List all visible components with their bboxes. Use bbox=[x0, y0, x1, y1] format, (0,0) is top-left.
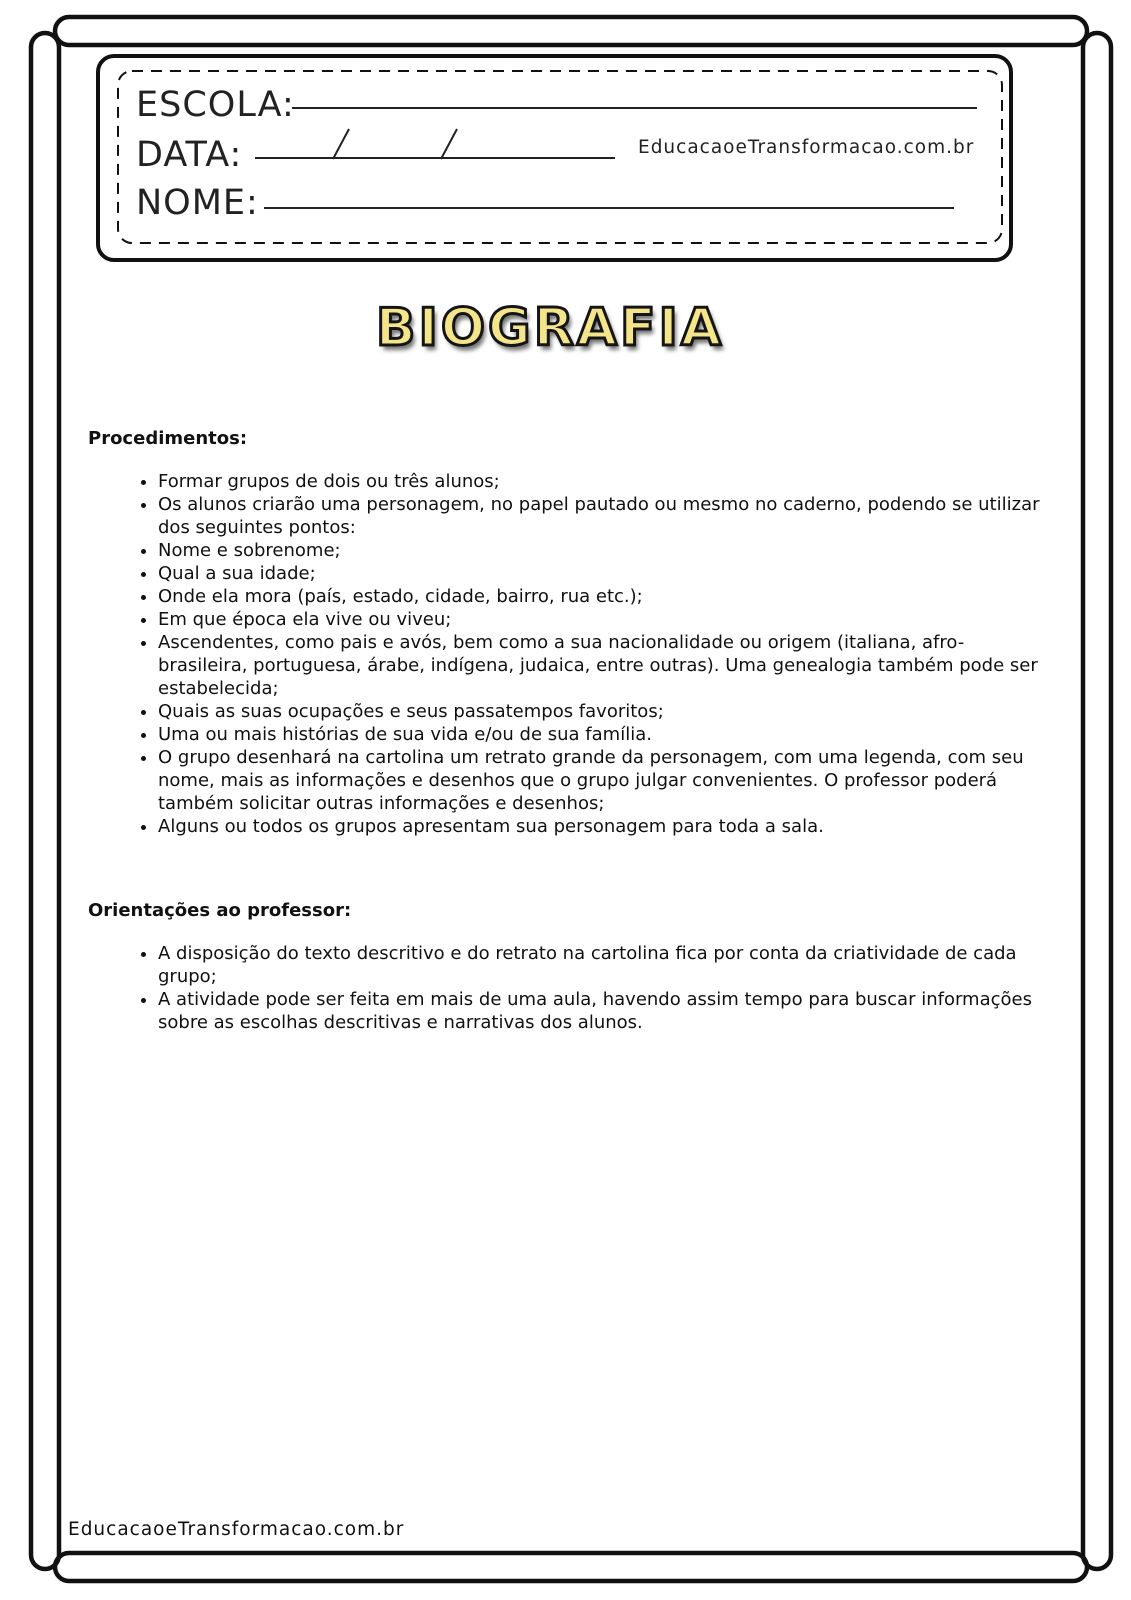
list-item: • A disposição do texto descritivo e do retrato na cartolina fica por conta da criatividade de cada grupo; bbox=[158, 942, 1048, 988]
header-watermark: EducacaoeTransformacao.com.br bbox=[638, 137, 975, 158]
list-item: • O grupo desenhará na cartolina um retrato grande da personagem, com uma legenda, com seu nome, mais as informações e desenhos que o grupo julgar convenientes. O professor poderá também solicitar outras informações e desenhos; bbox=[158, 746, 1048, 815]
date-separator-1 bbox=[332, 129, 350, 160]
footer-watermark: EducacaoeTransformacao.com.br bbox=[68, 1519, 408, 1540]
list-item: • Formar grupos de dois ou três alunos; bbox=[158, 470, 1048, 493]
title-banner bbox=[370, 288, 730, 368]
page-title: BIOGRAFIA bbox=[375, 298, 725, 358]
nome-line[interactable] bbox=[264, 207, 954, 209]
header-form bbox=[118, 73, 986, 239]
list-item: • Onde ela mora (país, estado, cidade, bairro, rua etc.); bbox=[158, 585, 1048, 608]
data-line[interactable] bbox=[255, 157, 615, 159]
orientacoes-list bbox=[88, 942, 1048, 1034]
list-item: • Em que época ela vive ou viveu; bbox=[158, 608, 1048, 631]
data-label: DATA: bbox=[136, 135, 243, 175]
list-item: • Nome e sobrenome; bbox=[158, 539, 1048, 562]
list-item: • A atividade pode ser feita em mais de uma aula, havendo assim tempo para buscar informações sobre as escolhas descritivas e narrativas dos alunos. bbox=[158, 988, 1048, 1034]
escola-line[interactable] bbox=[292, 107, 977, 109]
list-item: • Os alunos criarão uma personagem, no papel pautado ou mesmo no caderno, podendo se utilizar dos seguintes pontos: bbox=[158, 493, 1048, 539]
list-item: • Alguns ou todos os grupos apresentam sua personagem para toda a sala. bbox=[158, 815, 1048, 838]
list-item: • Ascendentes, como pais e avós, bem como a sua nacionalidade ou origem (italiana, afro-brasileira, portuguesa, árabe, indígena, judaica, entre outras). Uma genealogia também pode ser estabelecida; bbox=[158, 631, 1048, 700]
escola-label: ESCOLA: bbox=[136, 85, 295, 125]
procedimentos-heading: Procedimentos: bbox=[88, 428, 248, 449]
date-separator-2 bbox=[440, 129, 458, 160]
list-item: • Qual a sua idade; bbox=[158, 562, 1048, 585]
procedimentos-list bbox=[88, 470, 1048, 838]
nome-label: NOME: bbox=[136, 183, 259, 223]
list-item: • Uma ou mais histórias de sua vida e/ou de sua família. bbox=[158, 723, 1048, 746]
orientacoes-heading: Orientações ao professor: bbox=[88, 900, 352, 921]
list-item: • Quais as suas ocupações e seus passatempos favoritos; bbox=[158, 700, 1048, 723]
